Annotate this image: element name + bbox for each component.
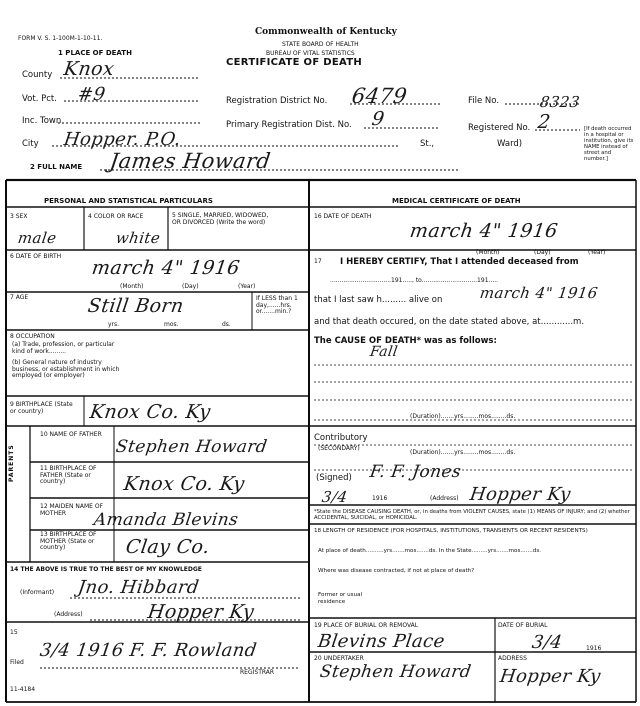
informant-label: (Informant)	[20, 589, 55, 596]
death-day-label: (Day)	[534, 249, 551, 256]
age-ds-label: ds.	[222, 321, 231, 328]
mother-birthplace-label: 13 BIRTHPLACE OF MOTHER (State or country)	[40, 531, 97, 551]
marital-label: 5 SINGLE, MARRIED, WIDOWED, OR DIVORCED (Write the word)	[172, 212, 269, 226]
father-birthplace-label: 11 BIRTHPLACE OF FATHER (State or country)	[40, 465, 97, 485]
undertaker-address-label: ADDRESS	[498, 655, 527, 662]
dob-day-label: (Day)	[182, 283, 199, 290]
filed-label: Filed	[10, 659, 24, 666]
bureau: BUREAU OF VITAL STATISTICS	[266, 50, 355, 57]
dob-year-label: (Year)	[238, 283, 256, 290]
informant-address-label: (Address)	[54, 611, 83, 618]
filed-value: 3/4 1916 F. F. Rowland	[38, 640, 259, 661]
primary-registration-value: 9	[370, 108, 387, 130]
birthplace-value: Knox Co. Ky	[88, 401, 213, 423]
signed-address-label: (Address)	[430, 495, 459, 502]
primary-registration-label: Primary Registration Dist. No.	[226, 120, 352, 130]
death-month-label: (Month)	[476, 249, 500, 256]
former-residence: Former or usual residence	[318, 592, 363, 605]
last-saw-text: that I last saw h......... alive on	[314, 295, 443, 305]
form-number: FORM V. S. 1-100M-1-10-11.	[18, 35, 103, 42]
burial-place-value: Blevins Place	[316, 631, 447, 652]
file-no-label: File No.	[468, 96, 500, 106]
cause-footnote: *State the DISEASE CAUSING DEATH, or, in deaths from VIOLENT CAUSES, state (1) MEANS OF INJURY; and (2) whether ACCIDENTAL, SUICIDAL, or HOMICIDAL.	[314, 509, 630, 521]
ward-label: Ward)	[497, 139, 523, 149]
duration-primary: (Duration).......yrs........mos........ds.	[410, 413, 516, 420]
county-value: Knox	[62, 58, 116, 80]
parents-label: PARENTS	[8, 444, 15, 482]
color-value: white	[114, 229, 162, 247]
certify-number: 17	[314, 258, 322, 265]
occupation-b: (b) General nature of industry business, or establishment in which employed (or employer)	[12, 359, 120, 379]
last-saw-value: march 4" 1916	[478, 284, 600, 302]
occupation-a: (a) Trade, profession, or particular kind of work.........	[12, 341, 115, 355]
mother-name-label: 12 MAIDEN NAME OF MOTHER	[40, 503, 104, 517]
undertaker-label: 20 UNDERTAKER	[314, 655, 364, 662]
hospital-note: [If death occurred in a hospital or institution, give its NAME instead of street and number.]	[584, 126, 634, 162]
inc-town-label: Inc. Town	[22, 116, 62, 126]
burial-date-value: 3/4	[530, 632, 564, 653]
certify-from-line: ................................191....., to.............................191.....	[330, 277, 499, 284]
certify-text: I HEREBY CERTIFY, That I attended deceased from	[340, 257, 579, 267]
vot-pct-label: Vot. Pct.	[22, 94, 57, 104]
burial-date-label: DATE OF BURIAL	[498, 622, 548, 629]
father-name-label: 10 NAME OF FATHER	[40, 431, 102, 438]
registered-no-value: 2	[536, 111, 553, 133]
filed-number: 15	[10, 629, 18, 636]
father-birthplace-value: Knox Co. Ky	[122, 473, 247, 495]
signed-address-value: Hopper Ky	[468, 484, 573, 505]
dob-month-label: (Month)	[120, 283, 144, 290]
residence-label: 18 LENGTH OF RESIDENCE (FOR HOSPITALS, INSTITUTIONS, TRANSIENTS OR RECENT RESIDENTS)	[314, 528, 588, 534]
death-year-label: (Year)	[588, 249, 606, 256]
personal-heading: PERSONAL AND STATISTICAL PARTICULARS	[44, 197, 213, 205]
cause-text: The CAUSE OF DEATH* was as follows:	[314, 336, 497, 346]
registration-district-value: 6479	[350, 84, 409, 108]
burial-place-label: 19 PLACE OF BURIAL OR REMOVAL	[314, 622, 419, 629]
at-place-of-death: At place of death..........yrs.......mos.......ds. In the State.........yrs.......mos.......ds.	[318, 548, 542, 554]
age-yrs-label: yrs.	[108, 321, 120, 328]
contributory-label: Contributory	[314, 433, 368, 443]
burial-date-year: 1916	[586, 645, 602, 652]
city-label: City	[22, 139, 39, 149]
mother-birthplace-value: Clay Co.	[124, 536, 212, 558]
secondary-label: (SECONDARY)	[318, 445, 360, 452]
registered-no-label: Registered No.	[468, 123, 531, 133]
full-name-label: 2 FULL NAME	[30, 163, 83, 171]
date-of-death-value: march 4" 1916	[408, 220, 560, 242]
age-value: Still Born	[86, 295, 186, 317]
dob-label: 6 DATE OF BIRTH	[10, 253, 62, 260]
mother-name-value: Amanda Blevins	[92, 510, 240, 530]
city-value: Hopper. P.O.	[62, 129, 183, 150]
undertaker-address-value: Hopper Ky	[498, 666, 603, 687]
age-label: 7 AGE	[10, 294, 29, 301]
where-contracted: Where was disease contracted, if not at place of death?	[318, 568, 475, 574]
informant-header: 14 THE ABOVE IS TRUE TO THE BEST OF MY KNOWLEDGE	[10, 566, 202, 573]
undertaker-value: Stephen Howard	[318, 662, 473, 682]
signed-label: (Signed)	[316, 473, 352, 483]
full-name-value: James Howard	[108, 149, 273, 173]
birthplace-label: 9 BIRTHPLACE (State or country)	[10, 401, 73, 415]
cause-value: Fall	[368, 344, 399, 360]
informant-value: Jno. Hibbard	[76, 577, 201, 598]
registration-district-label: Registration District No.	[226, 96, 328, 106]
county-label: County	[22, 70, 53, 80]
vot-pct-value: #9	[76, 84, 107, 105]
date-of-death-label: 16 DATE OF DEATH	[314, 213, 372, 220]
sex-value: male	[16, 229, 58, 247]
commonwealth-title: Commonwealth of Kentucky	[255, 27, 397, 37]
informant-address-value: Hopper Ky	[146, 601, 256, 623]
color-label: 4 COLOR OR RACE	[88, 213, 144, 220]
sex-label: 3 SEX	[10, 213, 28, 220]
registrar-label: REGISTRAR	[240, 669, 275, 676]
signed-value: F. F. Jones	[368, 462, 463, 482]
medical-heading: MEDICAL CERTIFICATE OF DEATH	[392, 197, 521, 205]
form-code: 11-4184	[10, 686, 36, 693]
file-no-value: 8323	[538, 93, 582, 111]
dob-value: march 4" 1916	[90, 257, 242, 279]
age-mos-label: mos.	[164, 321, 179, 328]
occurred-text: and that death occured, on the date stated above, at............m.	[314, 317, 585, 327]
street-label: St.,	[420, 139, 435, 149]
occupation-label: 8 OCCUPATION	[10, 333, 55, 340]
state-board: STATE BOARD OF HEALTH	[282, 41, 359, 48]
age-less-note: If LESS than 1 day,......hrs. or.......min.?	[256, 295, 298, 315]
signed-date: 3/4	[320, 488, 349, 506]
certificate-title: CERTIFICATE OF DEATH	[226, 57, 363, 68]
place-of-death-heading: 1 PLACE OF DEATH	[58, 49, 132, 57]
duration-secondary: (Duration).......yrs........mos........ds.	[410, 449, 516, 456]
signed-year: 1916	[372, 495, 388, 502]
father-name-value: Stephen Howard	[114, 437, 269, 457]
